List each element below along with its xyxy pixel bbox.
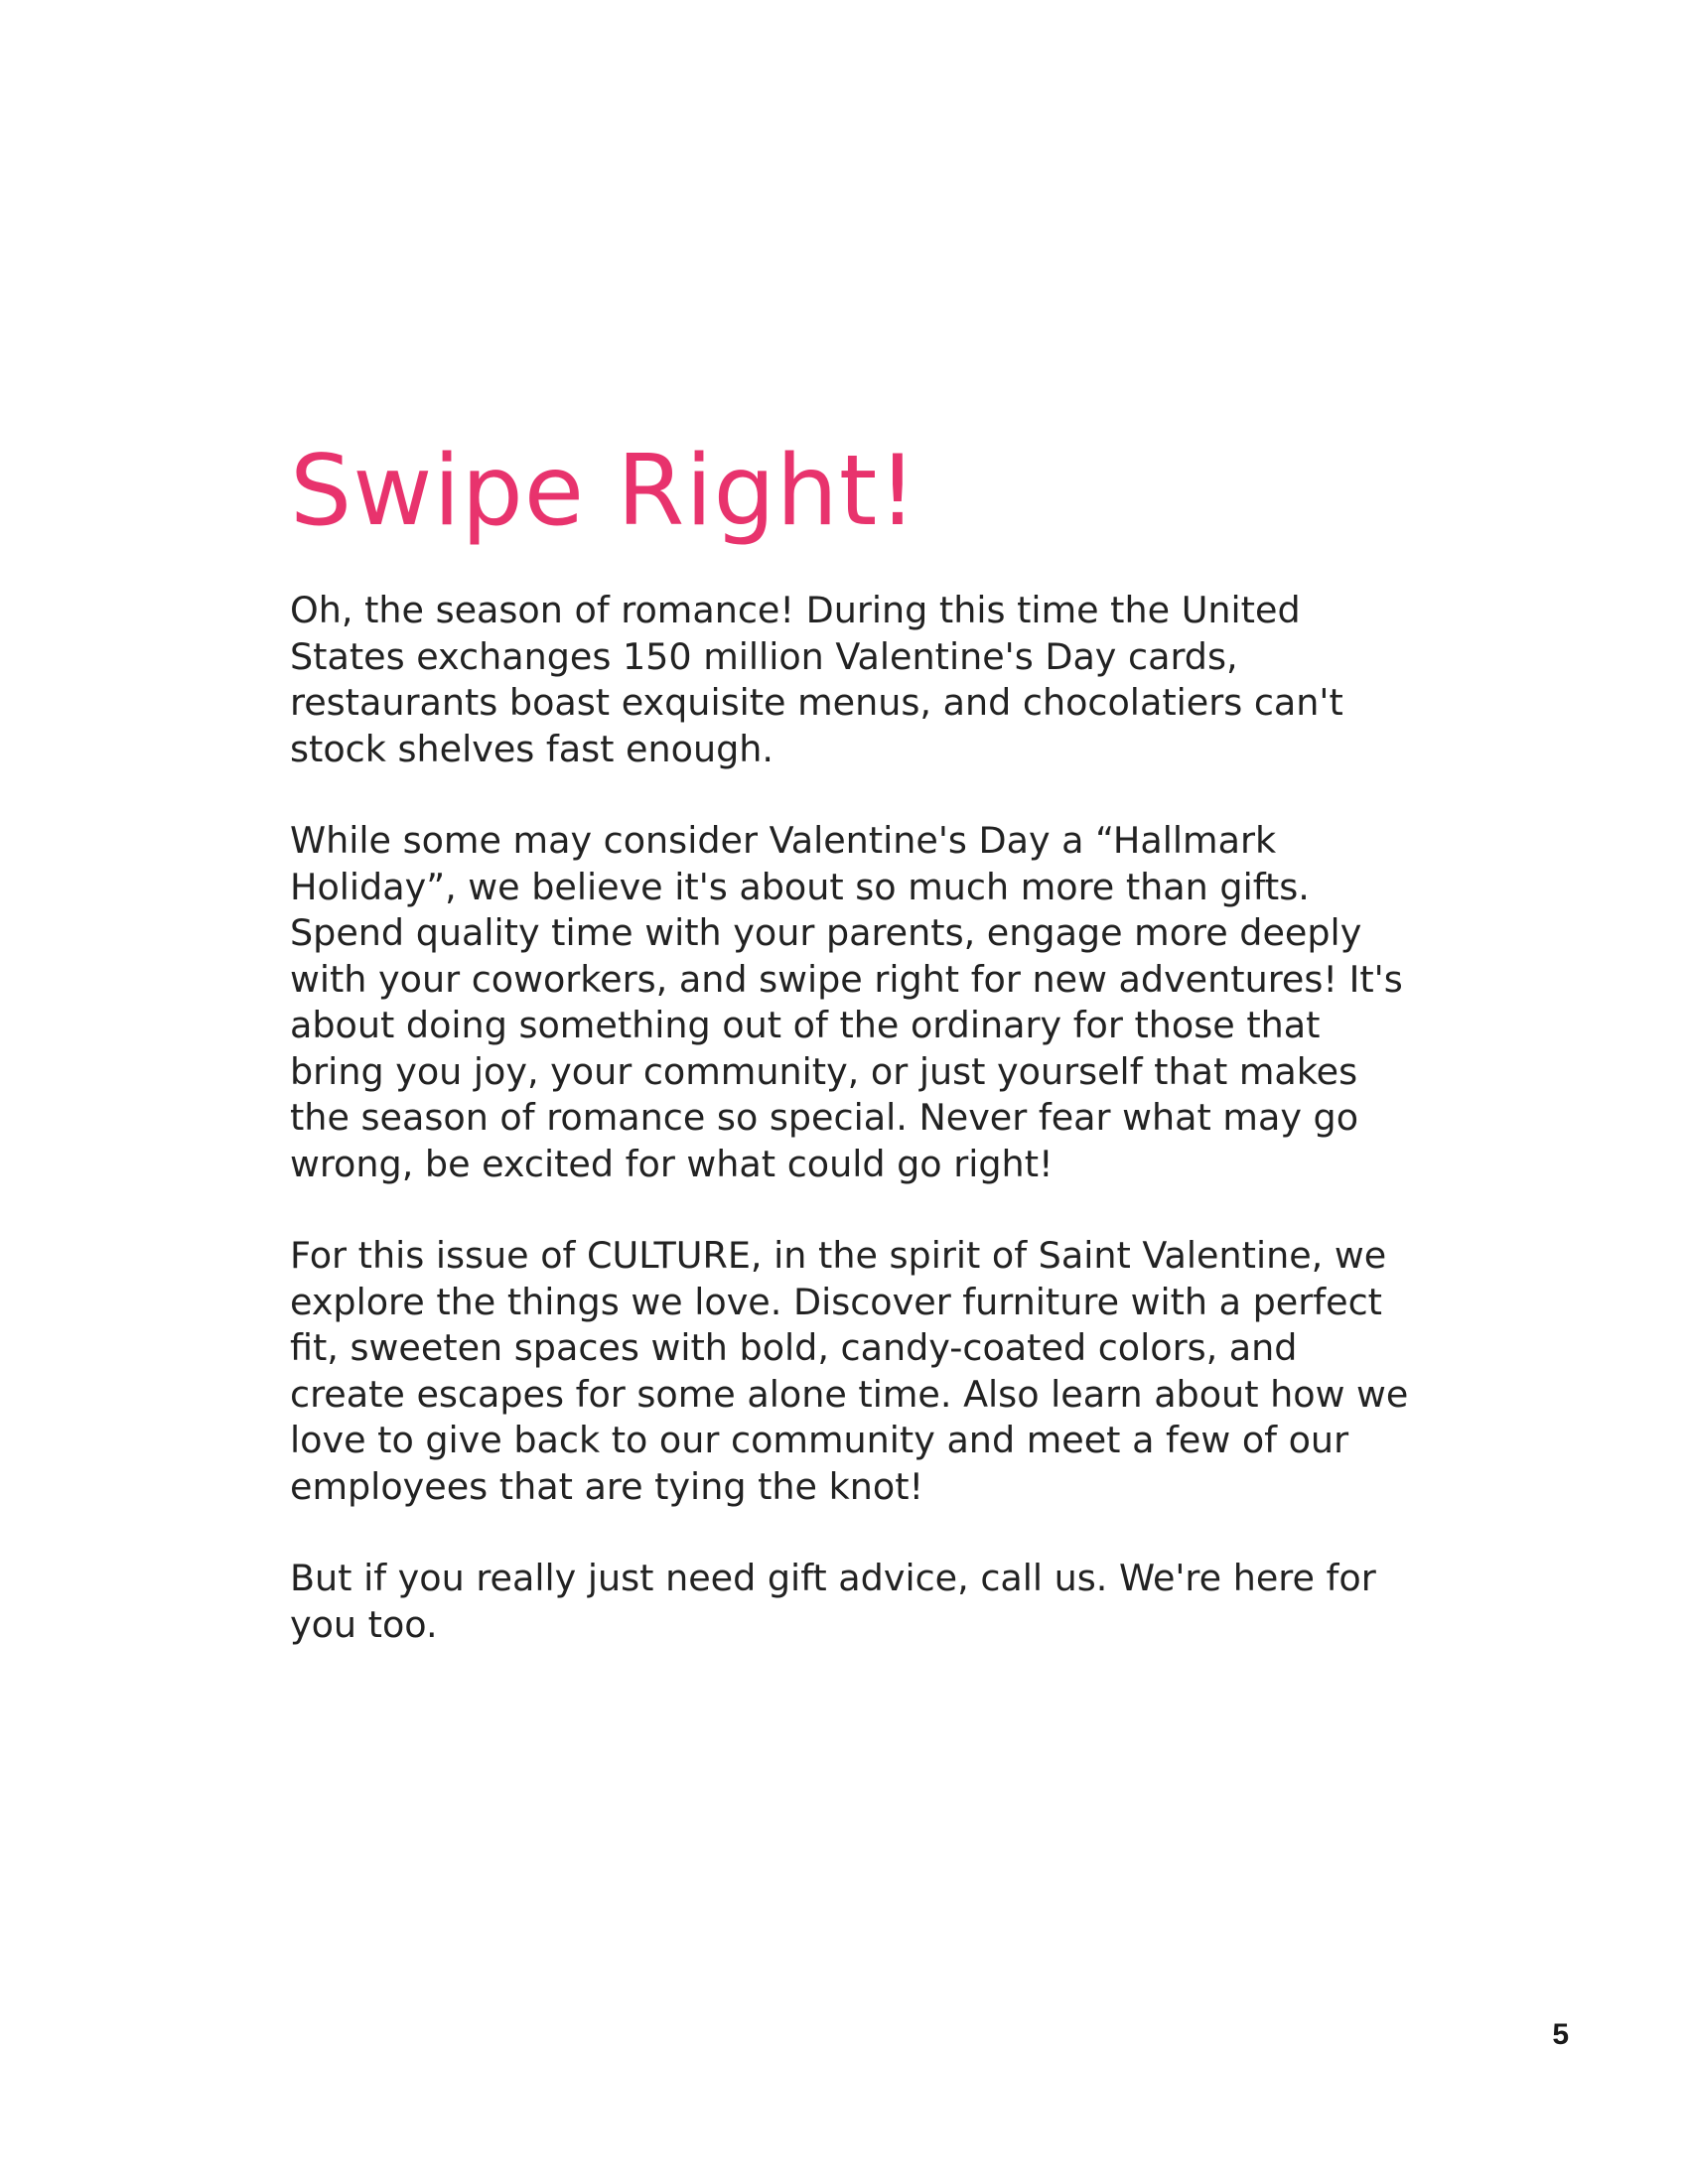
article-paragraph-1: Oh, the season of romance! During this time the United States exchanges 150 million Valentine's Day cards, restaurants boast exquisite menus, and chocolatiers can't stock shelves fast enough.	[290, 589, 1343, 770]
article-paragraph-3: For this issue of CULTURE, in the spirit of Saint Valentine, we explore the things we love. Discover furniture with a perfect fit, sweeten spaces with bold, candy-coated colors, and create escapes for some alone time. Also learn about how we love to give back to our community and meet a few of our employees that are tying the knot!	[290, 1234, 1409, 1508]
article-paragraph-2: While some may consider Valentine's Day a “Hallmark Holiday”, we believe it's about so much more than gifts. Spend quality time with your parents, engage more deeply with your coworkers, and swipe right for new adventures! It's about doing something out of the ordinary for those that bring you joy, your community, or just yourself that makes the season of romance so special. Never fear what may go wrong, be excited for what could go right!	[290, 819, 1403, 1185]
article-paragraph-4: But if you really just need gift advice, call us. We're here for you too.	[290, 1557, 1376, 1646]
page-number: 5	[1552, 2018, 1569, 2051]
article-title: Swipe Right!	[290, 435, 918, 548]
article	[290, 433, 1412, 1694]
